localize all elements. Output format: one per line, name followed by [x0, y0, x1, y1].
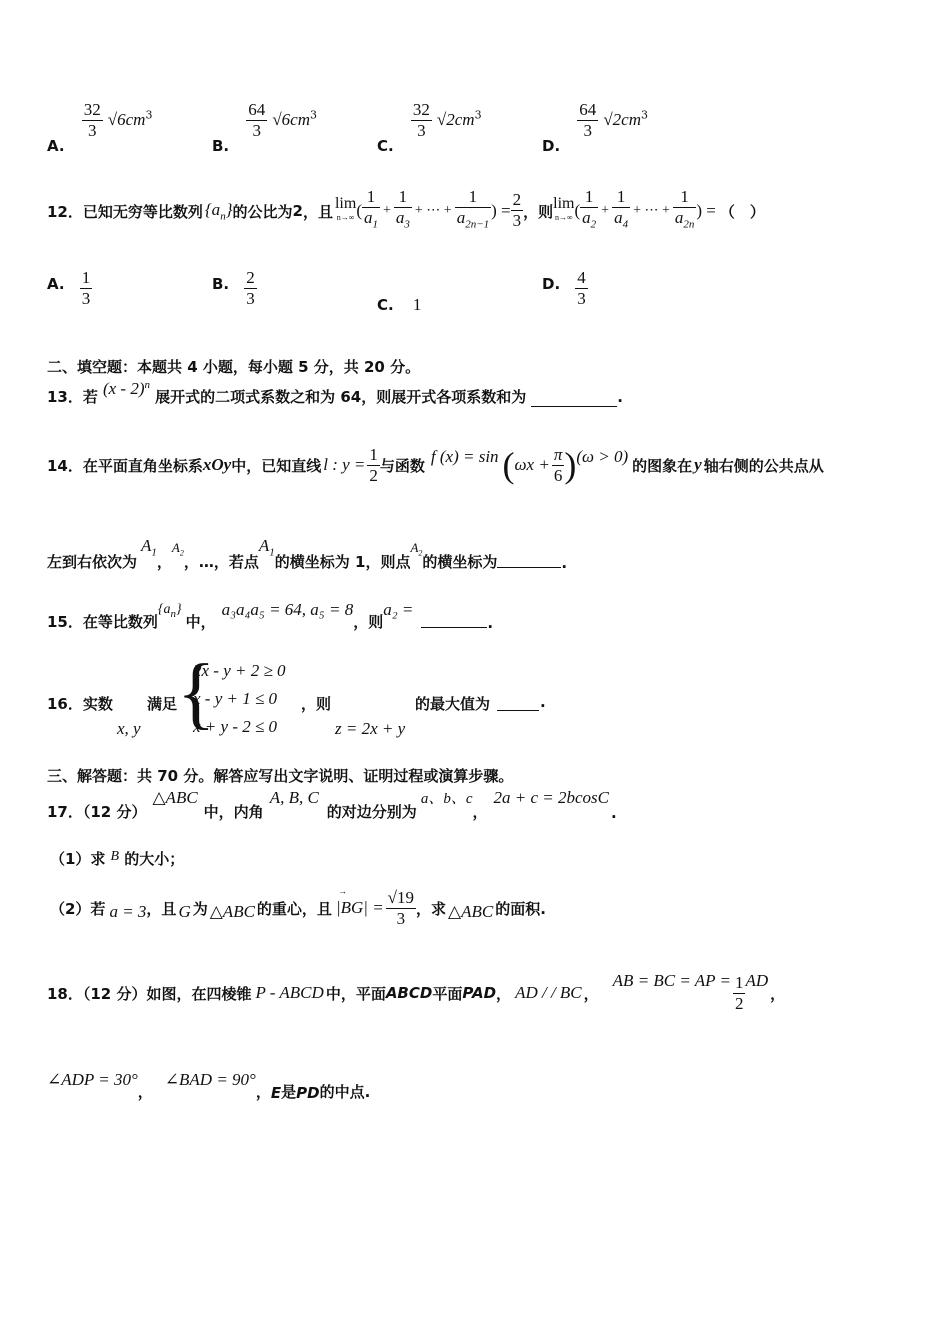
question-18: 18．（12 分）如图，在四棱锥 P - ABCD 中，平面 ABCD 平面 PAD ， AD / / BC ， AB = BC = AP = $\frac{1}{2}$ AD ， [47, 971, 786, 1013]
option-letter: A. [47, 137, 65, 155]
option-expr: √2cm [436, 110, 475, 129]
q11-option-c: C. $\frac{32}{3}$ $√2cm^3$ [377, 100, 482, 155]
option-expr: √2cm [603, 110, 641, 129]
fraction: $\frac{32}{3}$ [83, 100, 101, 140]
brace: { [177, 649, 216, 737]
question-17: 17．（12 分） △ABC 中，内角 A, B, C 的对边分别为 a、b、c ， 2a + c = 2bcosC . [47, 788, 617, 822]
fraction: $\frac{64}{3}$ [248, 100, 266, 140]
section-2-title: 二、填空题：本题共 4 小题，每小题 5 分，共 20 分。 [47, 358, 421, 376]
question-14-continued: 左到右依次为 $A_1$ ， $A_2$ ，…，若点 $A_1$ 的横坐标为 1，则点 $A_2$ 的横坐标为 . [47, 535, 568, 572]
option-expr: √6cm [107, 110, 146, 129]
fraction: $\frac{32}{3}$ [412, 100, 430, 140]
question-16: 16．实数 x, y 满足 { 2x - y + 2 ≥ 0 x - y + 1 ≤ 0 x + y - 2 ≤ 0 ，则 z = 2x + y 的最大值为 . [47, 655, 607, 743]
answer-blank[interactable] [497, 567, 561, 568]
q12-option-b: B. $\frac{2}{3}$ [212, 268, 255, 308]
q11-option-d: D. $\frac{64}{3}$ $√2cm^3$ [542, 100, 648, 155]
question-17-part-2: （2）若 a = 3 ，且 G 为 △ABC 的重心，且 → |BG| = $\frac{√19}{3}$ ，求 △ABC 的面积. [50, 886, 546, 928]
q12-option-a: A. $\frac{1}{3}$ [47, 268, 91, 308]
option-letter: B. [212, 137, 230, 155]
q12-option-d: D. $\frac{4}{3}$ [542, 268, 586, 308]
question-12: 12．已知无穷等比数列 $\{a_n\}$ 的公比为 2 ，且 lim n→∞ ( $\frac{1}{a_1}$ + $\frac{1}{a_3}$ + ⋯ + $\frac{1}{a_{2n-1}}$ ) = $\frac{2}{3}$ ，则 lim n→∞ ( $\frac{1}{a_2}$ + $\frac{1}{a_4}$ + ⋯ + $\frac{1}{a_{2n}}$ ) = （ ） [47, 186, 765, 236]
question-14: 14．在平面直角坐标系 xOy 中，已知直线 l : y = $\frac{1}{2}$ 与函数 f (x) = sin ( ωx + $\frac{\pi}{6}$ ) (ω > 0) 的图象在 y 轴右侧的公共点从 [47, 444, 824, 485]
q11-option-b: B. $\frac{64}{3}$ $√6cm^3$ [212, 100, 317, 155]
q11-option-a: A. $\frac{32}{3}$ $√6cm^3$ [47, 100, 153, 155]
option-expr: √6cm [272, 110, 310, 129]
inequality-system: 2x - y + 2 ≥ 0 x - y + 1 ≤ 0 x + y - 2 ≤ 0 [193, 661, 286, 736]
answer-blank[interactable] [497, 695, 539, 711]
fraction: $\frac{64}{3}$ [579, 100, 597, 140]
answer-blank[interactable] [531, 406, 617, 407]
question-17-part-1: （1）求 B 的大小； [50, 849, 185, 868]
option-letter: D. [542, 137, 561, 155]
question-15: 15．在等比数列 $\{a_n\}$ 中， a₃a₄a₅ = 64, a₅ = 8 ，则 a₂ = . [47, 600, 494, 632]
answer-blank[interactable] [421, 627, 487, 628]
section-3-title: 三、解答题：共 70 分。解答应写出文字说明、证明过程或演算步骤。 [47, 767, 514, 785]
option-letter: C. [377, 137, 394, 155]
limit-expression-1: lim n→∞ ( $\frac{1}{a_1}$ + $\frac{1}{a_3}$ + ⋯ + $\frac{1}{a_{2n-1}}$ ) = $\frac{2}{3}$ [334, 187, 522, 231]
limit-expression-2: lim n→∞ ( $\frac{1}{a_2}$ + $\frac{1}{a_4}$ + ⋯ + $\frac{1}{a_{2n}}$ ) = [553, 187, 716, 231]
question-18-continued: ∠ADP = 30° ， ∠BAD = 90° ， E 是 PD 的中点. [47, 1070, 371, 1102]
q12-option-c: C. 1 [377, 295, 422, 314]
question-13: 13．若 (x - 2)$^n$ 展开式的二项式系数之和为 64，则展开式各项系数和为 . [47, 378, 623, 406]
